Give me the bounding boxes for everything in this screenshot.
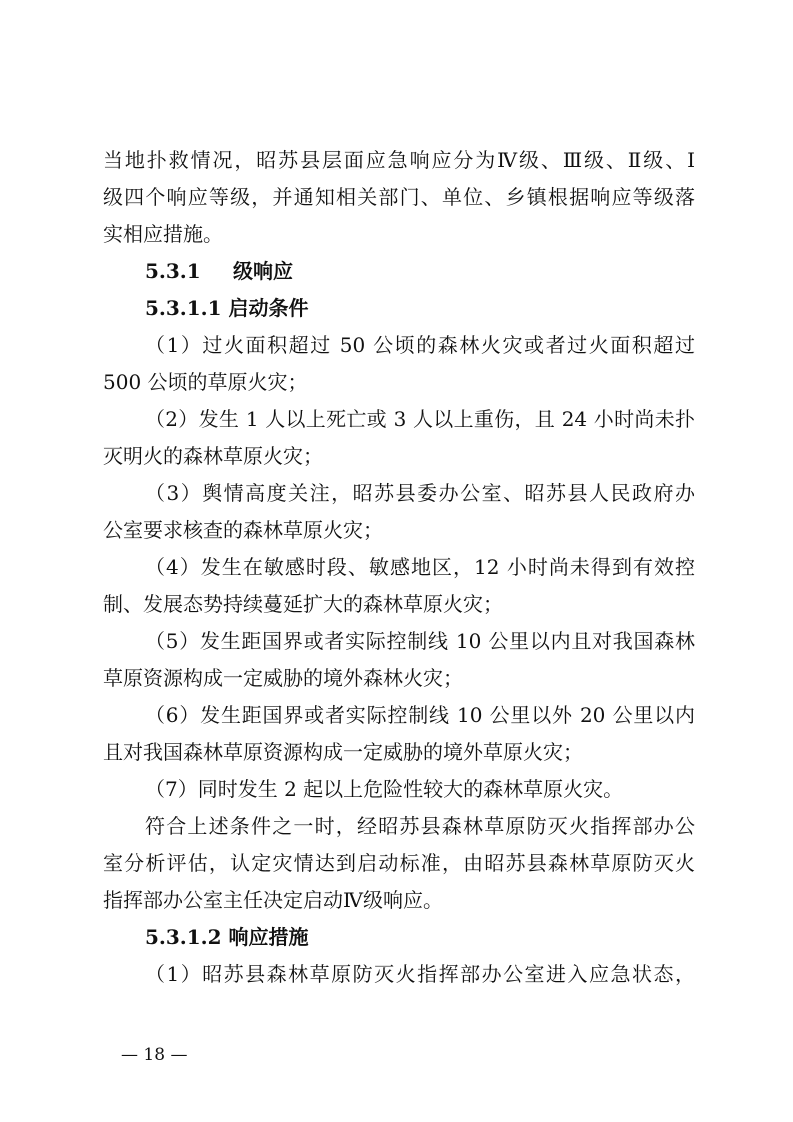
text-line: （1）过火面积超过 50 公顷的森林火灾或者过火面积超过 <box>145 333 695 357</box>
text-line: 制、发展态势持续蔓延扩大的森林草原火灾； <box>103 592 503 616</box>
text-line: 灭明火的森林草原火灾； <box>103 444 323 468</box>
text-line: 500 公顷的草原火灾； <box>103 370 308 394</box>
text-line: 指挥部办公室主任决定启动Ⅳ级响应。 <box>103 888 443 912</box>
condition-item-3 <box>103 475 695 549</box>
condition-item-7 <box>103 771 695 808</box>
section-heading-5-3-1-2: 5.3.1.2 响应措施 <box>145 925 309 949</box>
text-line: 室分析评估，认定灾情达到启动标准，由昭苏县森林草原防灭火 <box>103 851 695 875</box>
text-line: （4）发生在敏感时段、敏感地区，12 小时尚未得到有效控 <box>145 555 695 579</box>
text-line: 符合上述条件之一时，经昭苏县森林草原防灭火指挥部办公 <box>145 814 695 838</box>
text-line: 级四个响应等级，并通知相关部门、单位、乡镇根据响应等级落 <box>103 185 695 209</box>
text-line: （1）昭苏县森林草原防灭火指挥部办公室进入应急状态， <box>145 962 695 986</box>
text-line: 公室要求核查的森林草原火灾； <box>103 518 383 542</box>
condition-item-6 <box>103 697 695 771</box>
section-heading-5-3-1 <box>103 253 695 290</box>
page-number: — 18 — <box>121 1045 188 1065</box>
text-line: （2）发生 1 人以上死亡或 3 人以上重伤，且 24 小时尚未扑 <box>145 407 695 431</box>
text-line: （3）舆情高度关注，昭苏县委办公室、昭苏县人民政府办 <box>145 481 695 505</box>
text-line: 且对我国森林草原资源构成一定威胁的境外草原火灾； <box>103 740 583 764</box>
summary-paragraph <box>103 808 695 919</box>
text-line: （6）发生距国界或者实际控制线 10 公里以外 20 公里以内 <box>145 703 695 727</box>
intro-paragraph <box>103 142 695 253</box>
text-line: （7）同时发生 2 起以上危险性较大的森林草原火灾。 <box>145 777 624 801</box>
condition-item-4 <box>103 549 695 623</box>
page-content <box>103 142 695 993</box>
measure-item-1 <box>103 956 695 993</box>
condition-item-2 <box>103 401 695 475</box>
condition-item-5 <box>103 623 695 697</box>
text-line: 实相应措施。 <box>103 222 223 246</box>
condition-item-1 <box>103 327 695 401</box>
section-heading-5-3-1-1: 5.3.1.1 启动条件 <box>145 296 309 320</box>
text-line: 草原资源构成一定威胁的境外森林火灾； <box>103 666 463 690</box>
text-line: 当地扑救情况，昭苏县层面应急响应分为Ⅳ级、Ⅲ级、Ⅱ级、Ⅰ <box>103 148 695 172</box>
section-title: 级响应 <box>233 259 293 283</box>
text-line: （5）发生距国界或者实际控制线 10 公里以内且对我国森林 <box>145 629 695 653</box>
section-number: 5.3.1 <box>145 259 201 283</box>
